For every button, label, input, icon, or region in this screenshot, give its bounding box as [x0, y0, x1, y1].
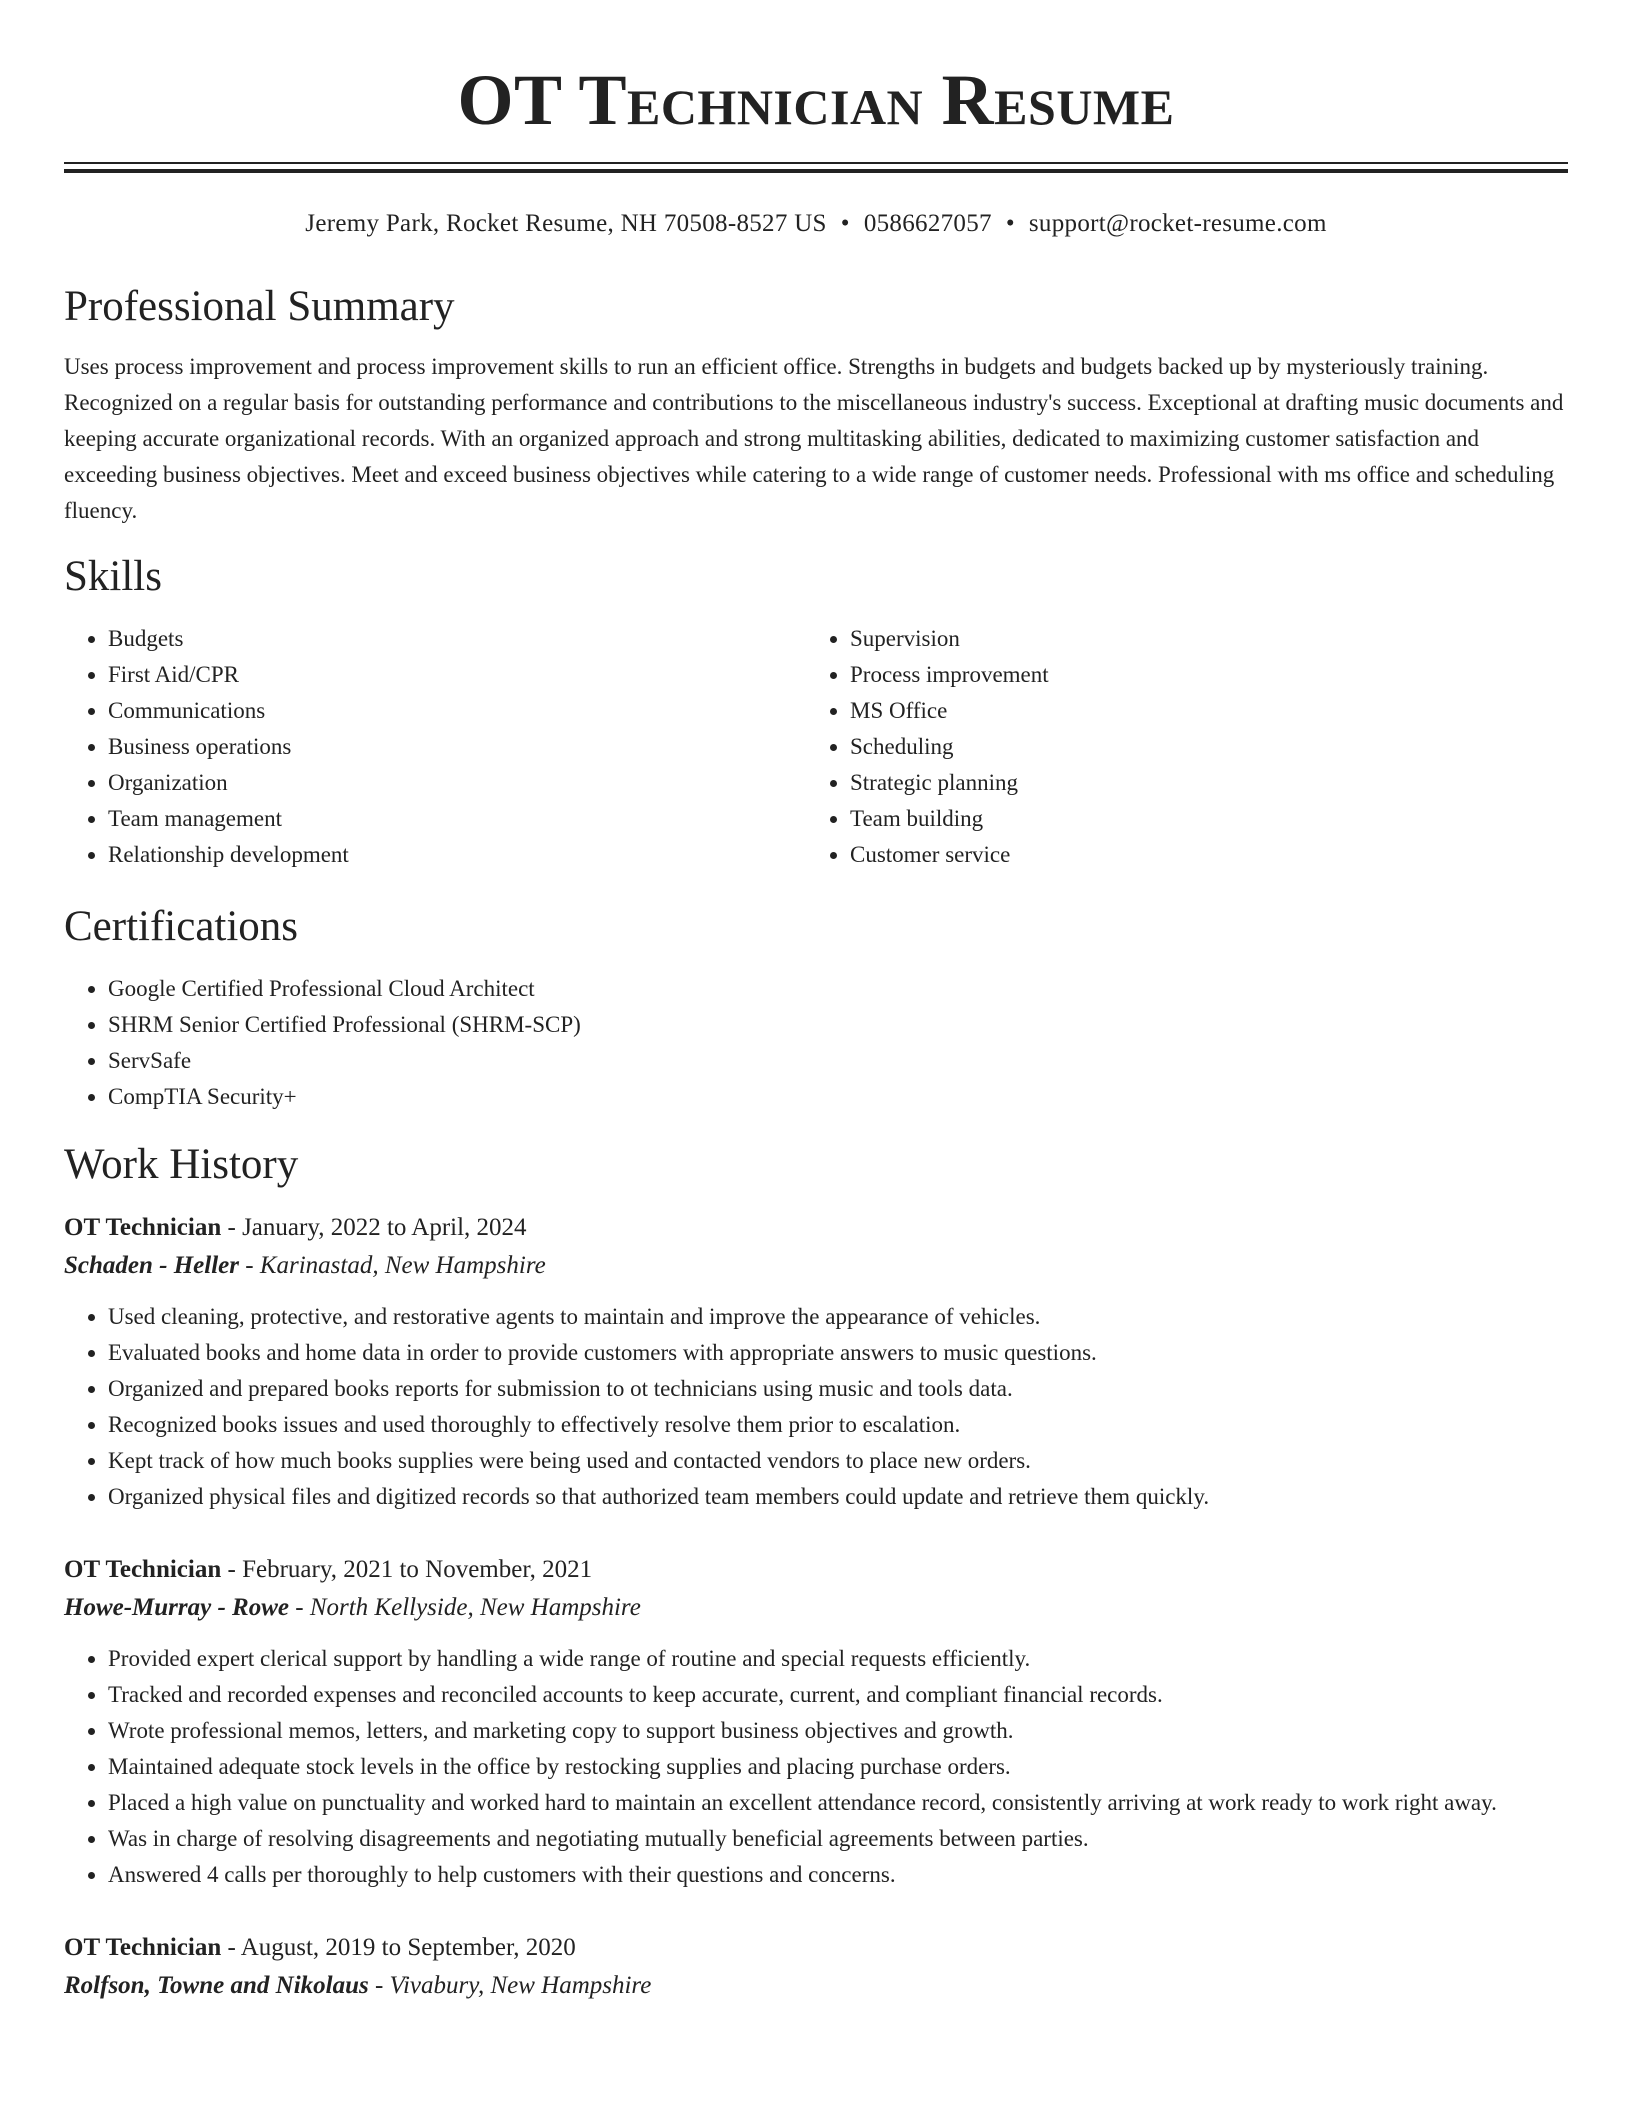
skill-item: • Team building — [850, 801, 1548, 837]
job-duties-list — [64, 1299, 1568, 1515]
skill-item: • Business operations — [108, 729, 806, 765]
contact-email: support@rocket-resume.com — [1028, 210, 1327, 237]
job-title-line — [64, 1929, 1568, 1967]
skill-item: • Communications — [108, 693, 806, 729]
skill-item: • Process improvement — [850, 657, 1548, 693]
skill-item: • Scheduling — [850, 729, 1548, 765]
skill-item: • Strategic planning — [850, 765, 1548, 801]
job-duty: • Answered 4 calls per thoroughly to help customers with their questions and concerns. — [108, 1857, 1568, 1893]
skills-columns — [64, 621, 1568, 873]
job-company-line — [64, 1589, 1568, 1627]
skill-item: • Customer service — [850, 837, 1548, 873]
job-title-line — [64, 1551, 1568, 1589]
job-title: OT Technician — [64, 1214, 222, 1241]
job-entry — [64, 1209, 1568, 1515]
skill-item: • Team management — [108, 801, 806, 837]
skills-right-list — [806, 621, 1548, 873]
job-dates: - February, 2021 to November, 2021 — [221, 1556, 593, 1583]
job-dates: - January, 2022 to April, 2024 — [221, 1214, 527, 1241]
job-duty: • Evaluated books and home data in order to provide customers with appropriate answers to music questions. — [108, 1335, 1568, 1371]
job-company: Schaden - Heller — [64, 1252, 239, 1279]
job-entry — [64, 1929, 1568, 2005]
contact-separator: • — [1005, 210, 1015, 237]
skills-heading: Skills — [64, 553, 162, 600]
job-duties-list — [64, 1641, 1568, 1893]
skills-left-list — [64, 621, 806, 873]
job-duty: • Recognized books issues and used thoroughly to effectively resolve them prior to escalation. — [108, 1407, 1568, 1443]
job-dates: - August, 2019 to September, 2020 — [221, 1934, 576, 1961]
job-duty: • Placed a high value on punctuality and worked hard to maintain an excellent attendance record, consistently arriving at work ready to work right away. — [108, 1785, 1568, 1821]
resume-page — [64, 0, 1568, 2005]
job-company-line — [64, 1967, 1568, 2005]
job-location: - Vivabury, New Hampshire — [368, 1972, 652, 1999]
summary-text: Uses process improvement and process improvement skills to run an efficient office. Strengths in budgets and budgets backed up by mysteriously training. Recognized on a regular basis for outstanding performance and contributions to the miscellaneous industry's success. Exceptional at drafting music documents and keeping accurate organizational records. With an organized approach and strong multitasking abilities, dedicated to maximizing customer satisfaction and exceeding business objectives. Meet and exceed business objectives while catering to a wide range of customer needs. Professional with ms office and scheduling fluency. — [64, 354, 1564, 523]
job-duty: • Tracked and recorded expenses and reconciled accounts to keep accurate, current, and compliant financial records. — [108, 1677, 1568, 1713]
work-history-heading: Work History — [64, 1141, 299, 1188]
certification-item: • ServSafe — [108, 1043, 1568, 1079]
job-duty: • Kept track of how much books supplies were being used and contacted vendors to place new orders. — [108, 1443, 1568, 1479]
skill-item: • MS Office — [850, 693, 1548, 729]
job-company: Rolfson, Towne and Nikolaus — [64, 1972, 369, 1999]
job-title: OT Technician — [64, 1934, 222, 1961]
job-duty: • Organized and prepared books reports for submission to ot technicians using music and tools data. — [108, 1371, 1568, 1407]
job-duty: • Organized physical files and digitized records so that authorized team members could update and retrieve them quickly. — [108, 1479, 1568, 1515]
contact-address: Jeremy Park, Rocket Resume, NH 70508-8527 US — [305, 210, 827, 237]
job-duty: • Provided expert clerical support by handling a wide range of routine and special requests efficiently. — [108, 1641, 1568, 1677]
summary-heading: Professional Summary — [64, 283, 455, 330]
job-title: OT Technician — [64, 1556, 222, 1583]
contact-separator: • — [840, 210, 850, 237]
job-title-line — [64, 1209, 1568, 1247]
title-divider — [64, 162, 1568, 173]
contact-phone: 0586627057 — [863, 210, 992, 237]
skill-item: • Budgets — [108, 621, 806, 657]
skill-item: • Organization — [108, 765, 806, 801]
job-duty: • Maintained adequate stock levels in the office by restocking supplies and placing purchase orders. — [108, 1749, 1568, 1785]
job-company: Howe-Murray - Rowe — [64, 1594, 289, 1621]
certifications-heading: Certifications — [64, 903, 299, 950]
job-location: - Karinastad, New Hampshire — [239, 1252, 546, 1279]
job-duty: • Used cleaning, protective, and restorative agents to maintain and improve the appearance of vehicles. — [108, 1299, 1568, 1335]
skill-item: • First Aid/CPR — [108, 657, 806, 693]
certification-item: • SHRM Senior Certified Professional (SHRM-SCP) — [108, 1007, 1568, 1043]
job-duty: • Was in charge of resolving disagreements and negotiating mutually beneficial agreements between parties. — [108, 1821, 1568, 1857]
skill-item: • Relationship development — [108, 837, 806, 873]
job-entry — [64, 1551, 1568, 1893]
skill-item: • Supervision — [850, 621, 1548, 657]
certifications-list — [64, 971, 1568, 1115]
certification-item: • CompTIA Security+ — [108, 1079, 1568, 1115]
job-company-line — [64, 1247, 1568, 1285]
certification-item: • Google Certified Professional Cloud Architect — [108, 971, 1568, 1007]
resume-title: OT Technician Resume — [457, 60, 1175, 140]
job-duty: • Wrote professional memos, letters, and marketing copy to support business objectives and growth. — [108, 1713, 1568, 1749]
contact-line — [64, 207, 1568, 241]
job-location: - North Kellyside, New Hampshire — [289, 1594, 641, 1621]
